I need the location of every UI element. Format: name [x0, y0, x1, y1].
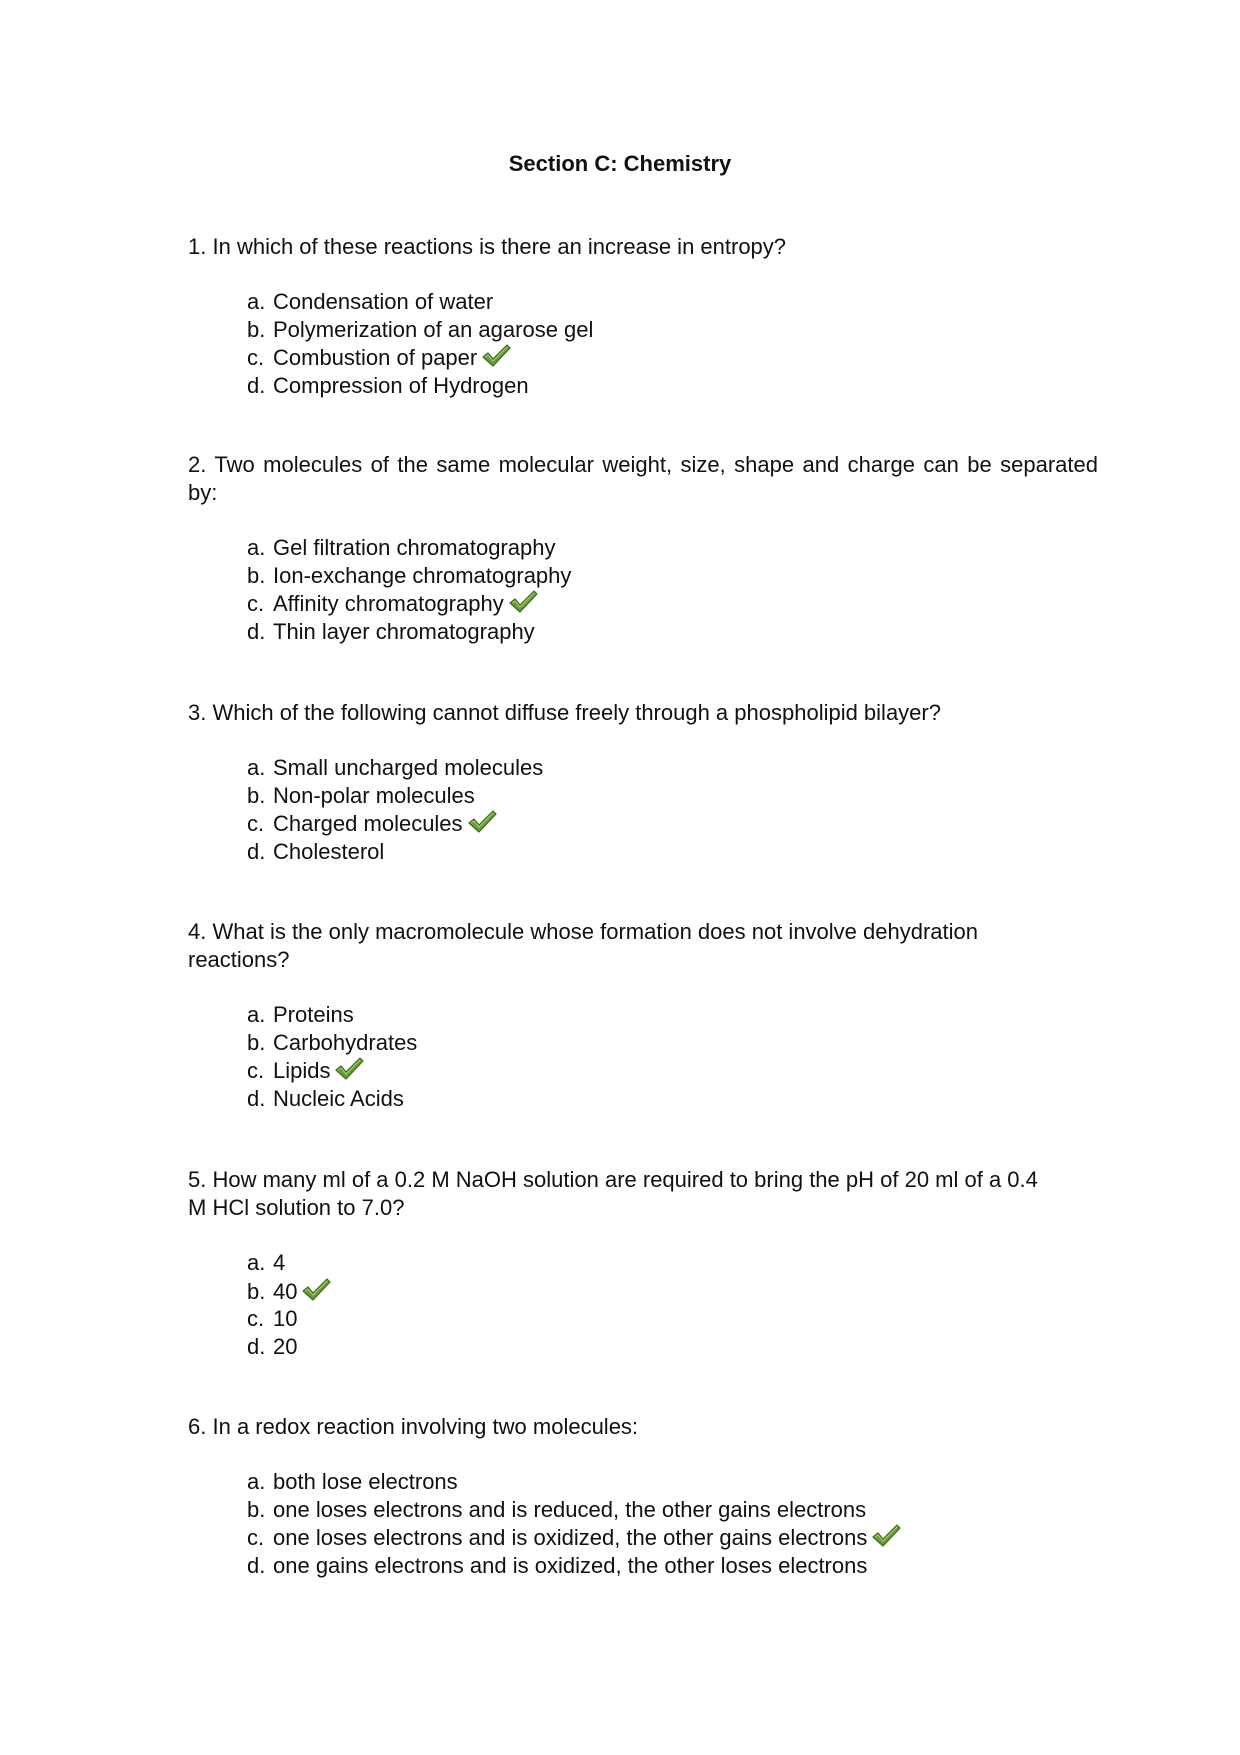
- option-text: Gel filtration chromatography: [273, 535, 556, 560]
- option-a: a. 4: [247, 1250, 286, 1275]
- check-icon: [871, 1523, 901, 1549]
- check-icon: [334, 1056, 364, 1082]
- option-d: d. one gains electrons and is oxidized, the other loses electrons: [247, 1552, 868, 1578]
- option-a: a. Condensation of water: [247, 289, 494, 314]
- question-4: [188, 918, 1098, 1112]
- question-5: [188, 1166, 1098, 1360]
- question-prompt: Which of the following cannot diffuse freely through a phospholipid bilayer?: [212, 700, 941, 725]
- question-prompt: In a redox reaction involving two molecules:: [212, 1414, 639, 1439]
- option-list: [247, 754, 1098, 865]
- option-text: Nucleic Acids: [273, 1085, 404, 1111]
- question-2-text: [188, 451, 1098, 507]
- question-prompt: Two molecules of the same molecular weight, size, shape and charge can be separated by:: [188, 452, 1098, 505]
- option-c: c. Combustion of paper: [247, 343, 1098, 372]
- option-d: d. Cholesterol: [247, 838, 385, 864]
- option-text: one gains electrons and is oxidized, the other loses electrons: [273, 1552, 868, 1578]
- question-prompt: How many ml of a 0.2 M NaOH solution are required to bring the pH of 20 ml of a 0.4 M HCl solution to 7.0?: [188, 1167, 1038, 1220]
- option-d: d. Nucleic Acids: [247, 1085, 404, 1111]
- question-number: 1.: [188, 234, 207, 259]
- option-text: 4: [273, 1250, 286, 1275]
- option-list: [247, 1249, 1098, 1360]
- option-list: [247, 534, 1098, 645]
- option-b: b. Polymerization of an agarose gel: [247, 316, 594, 342]
- question-number: 3.: [188, 700, 207, 725]
- question-4-text: [188, 918, 1038, 974]
- option-text: Cholesterol: [273, 838, 385, 864]
- option-a: a. Small uncharged molecules: [247, 755, 544, 780]
- question-2: [188, 451, 1098, 645]
- option-c: c. Affinity chromatography: [247, 589, 1098, 618]
- check-icon: [301, 1277, 331, 1303]
- option-b: b. Non-polar molecules: [247, 782, 475, 808]
- page-title: Section C: Chemistry: [508, 151, 732, 176]
- option-a: a. both lose electrons: [247, 1469, 458, 1494]
- option-text: both lose electrons: [273, 1469, 458, 1494]
- option-a: a. Proteins: [247, 1002, 354, 1027]
- option-text: Proteins: [273, 1002, 354, 1027]
- option-text: one loses electrons and is reduced, the other gains electrons: [273, 1496, 867, 1522]
- question-number: 2.: [188, 452, 207, 477]
- question-1-text: [188, 233, 1098, 261]
- option-text: Small uncharged molecules: [273, 755, 544, 780]
- option-a: a. Gel filtration chromatography: [247, 535, 556, 560]
- option-text: Carbohydrates: [273, 1029, 418, 1055]
- option-text: Thin layer chromatography: [273, 618, 535, 644]
- option-text: Lipids: [273, 1058, 331, 1083]
- option-b: b. Carbohydrates: [247, 1029, 418, 1055]
- question-number: 4.: [188, 919, 207, 944]
- option-text: Compression of Hydrogen: [273, 372, 529, 398]
- question-3: [188, 699, 1098, 865]
- option-b: b. 40: [247, 1277, 1098, 1306]
- option-list: [247, 1468, 1098, 1579]
- option-list: [247, 1001, 1098, 1112]
- option-text: Charged molecules: [273, 811, 463, 836]
- question-number: 6.: [188, 1414, 207, 1439]
- question-1: [188, 233, 1098, 399]
- option-text: Condensation of water: [273, 289, 494, 314]
- option-b: b. Ion-exchange chromatography: [247, 562, 572, 588]
- option-list: [247, 288, 1098, 399]
- option-text: Ion-exchange chromatography: [273, 562, 572, 588]
- option-text: Combustion of paper: [273, 345, 478, 370]
- option-c: c. Lipids: [247, 1056, 1098, 1085]
- question-prompt: What is the only macromolecule whose formation does not involve dehydration reactions?: [188, 919, 978, 972]
- option-d: d. 20: [247, 1333, 298, 1359]
- option-text: one loses electrons and is oxidized, the other gains electrons: [273, 1525, 868, 1550]
- option-d: d. Thin layer chromatography: [247, 618, 535, 644]
- option-c: c. 10: [247, 1306, 298, 1331]
- question-6: [188, 1413, 1098, 1579]
- option-text: 40: [273, 1278, 298, 1304]
- option-c: c. Charged molecules: [247, 809, 1098, 838]
- option-c: c. one loses electrons and is oxidized, the other gains electrons: [247, 1523, 1098, 1552]
- option-text: 10: [273, 1306, 298, 1331]
- question-5-text: [188, 1166, 1048, 1222]
- check-icon: [467, 809, 497, 835]
- question-prompt: In which of these reactions is there an increase in entropy?: [212, 234, 787, 259]
- option-text: 20: [273, 1333, 298, 1359]
- check-icon: [481, 343, 511, 369]
- option-b: b. one loses electrons and is reduced, the other gains electrons: [247, 1496, 867, 1522]
- option-text: Non-polar molecules: [273, 782, 475, 808]
- question-6-text: [188, 1413, 1098, 1441]
- option-text: Polymerization of an agarose gel: [273, 316, 594, 342]
- question-number: 5.: [188, 1167, 207, 1192]
- check-icon: [508, 589, 538, 615]
- question-3-text: [188, 699, 1098, 727]
- option-d: d. Compression of Hydrogen: [247, 372, 529, 398]
- option-text: Affinity chromatography: [273, 591, 504, 616]
